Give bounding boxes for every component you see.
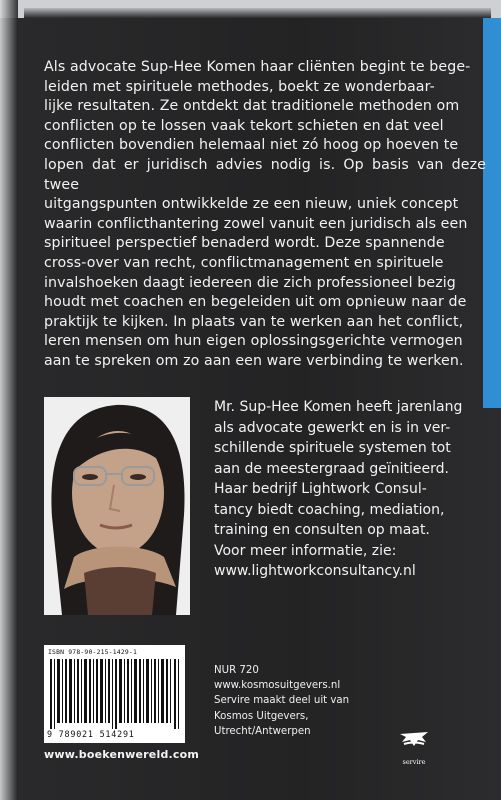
isbn-text: ISBN 978-90-215-1429-1 — [48, 648, 138, 656]
author-photo — [44, 397, 190, 615]
barcode — [44, 645, 185, 743]
servire-logo-icon — [396, 722, 432, 760]
servire-logo-text: servire — [402, 758, 426, 766]
ean-digits: 9 789021 514291 — [47, 729, 135, 739]
book-blurb: Als advocate Sup-Hee Komen haar cliënten begint te bege- leiden met spirituele methodes, boekt ze wonderbaar- lijke resultaten. Ze ontdekt dat traditionele methoden om conflicten op te lossen vaak tekort schieten en dat veel conflicten bovendien helemaal niet zó hoog op hoeven te lopen dat er juridisch advies nodig is. Op basis van deze twee uitgangspunten ontwikkelde ze een nieuw, uniek concept waarin conflicthantering zowel vanuit een juridisch als een spiritueel perspectief benaderd wordt. Deze spannende cross-over van recht, conflictmanagement en spirituele invalshoeken daagt iedereen die zich professioneel bezig houdt met coachen en begeleiden uit om opnieuw naar de praktijk te kijken. In plaats van te werken aan het conflict, leren mensen om hun eigen oplossingsgerichte vermogen aan te spreken om zo aan een ware verbinding te werken. — [44, 59, 486, 369]
barcode-bars — [50, 659, 180, 729]
cover-left-edge — [0, 0, 18, 800]
author-bio: Mr. Sup-Hee Komen heeft jarenlang als advocate gewerkt en is in ver- schillende spirituele systemen tot aan de meestergraad geïnitieerd. Haar bedrijf Lightwork Consul- tancy biedt coaching, mediation, training en consulten op maat. Voor meer informatie, zie: www.lightworkconsultancy.nl — [214, 399, 463, 579]
publisher-info: NUR 720 www.kosmosuitgevers.nl Servire maakt deel uit van Kosmos Uitgevers, Utrecht/Antwerpen — [214, 665, 350, 737]
cover-top-edge — [0, 0, 501, 18]
bookstore-website: www.boekenwereld.com — [44, 748, 200, 761]
